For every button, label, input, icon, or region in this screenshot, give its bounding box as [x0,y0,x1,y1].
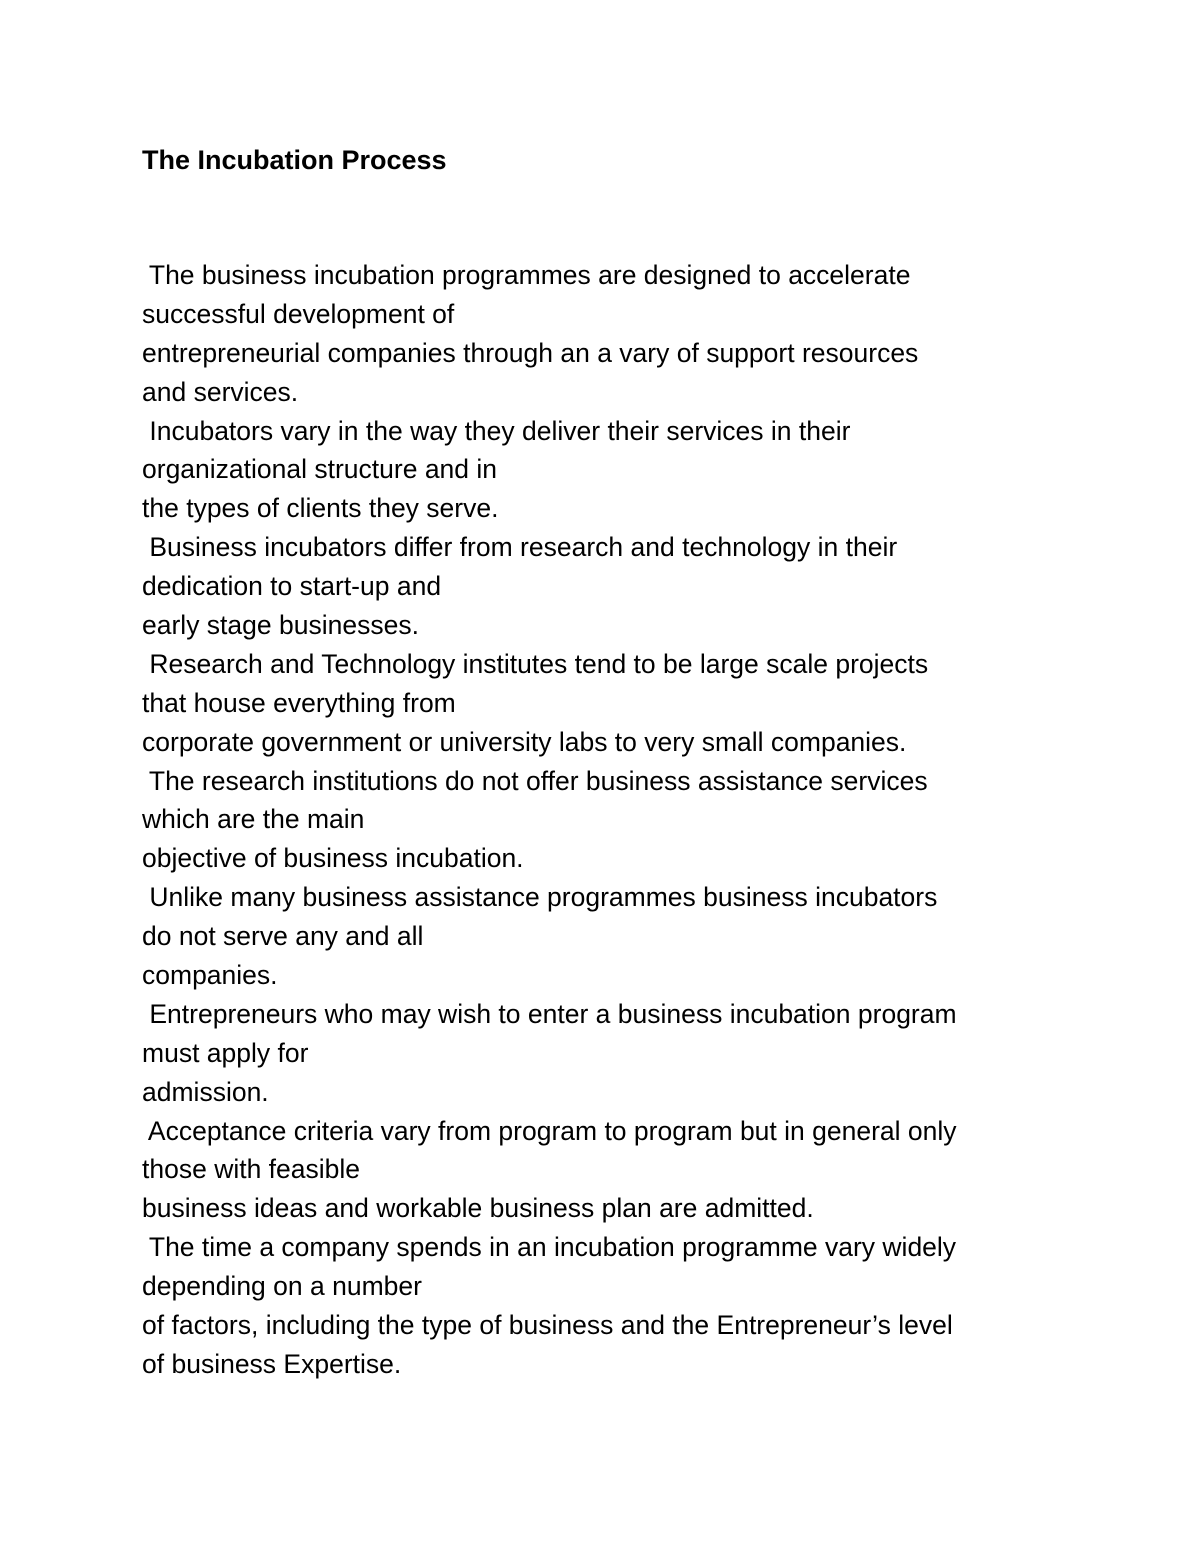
body-line: do not serve any and all [142,921,424,952]
body-line: Unlike many business assistance programmes business incubators [142,882,938,913]
body-line: admission. [142,1076,269,1107]
body-line: The business incubation programmes are designed to accelerate [142,260,911,290]
body-line: of business Expertise. [142,1348,402,1379]
body-line: early stage businesses. [142,610,419,641]
body-line: depending on a number [142,1271,422,1302]
body-line: those with feasible [142,1154,361,1185]
body-line: Research and Technology institutes tend to be large scale projects [142,648,929,679]
body-line: which are the main [142,804,365,835]
body-line: dedication to start-up and [142,571,442,602]
body-line: companies. [142,960,278,991]
body-line: organizational structure and in [142,454,498,485]
body-line: objective of business incubation. [142,843,524,874]
body-line: and services. [142,376,299,407]
document-title: The Incubation Process [142,145,447,175]
body-line: The research institutions do not offer business assistance services [142,765,928,796]
body-line: Business incubators differ from research and technology in their [142,532,898,563]
body-line: must apply for [142,1037,309,1068]
body-line: business ideas and workable business plan are admitted. [142,1193,814,1224]
document-body [142,256,1082,1384]
body-line: Entrepreneurs who may wish to enter a business incubation program [142,998,957,1029]
body-line: entrepreneurial companies through an a vary of support resources [142,337,919,368]
body-line: successful development of [142,298,455,329]
body-line: The time a company spends in an incubation programme vary widely [142,1232,957,1263]
body-line: that house everything from [142,687,456,718]
body-line: the types of clients they serve. [142,493,499,524]
body-line: corporate government or university labs to very small companies. [142,726,907,757]
body-line: Incubators vary in the way they deliver their services in their [142,415,851,446]
body-line: of factors, including the type of business and the Entrepreneur’s level [142,1310,953,1341]
body-line: Acceptance criteria vary from program to program but in general only [142,1115,957,1146]
